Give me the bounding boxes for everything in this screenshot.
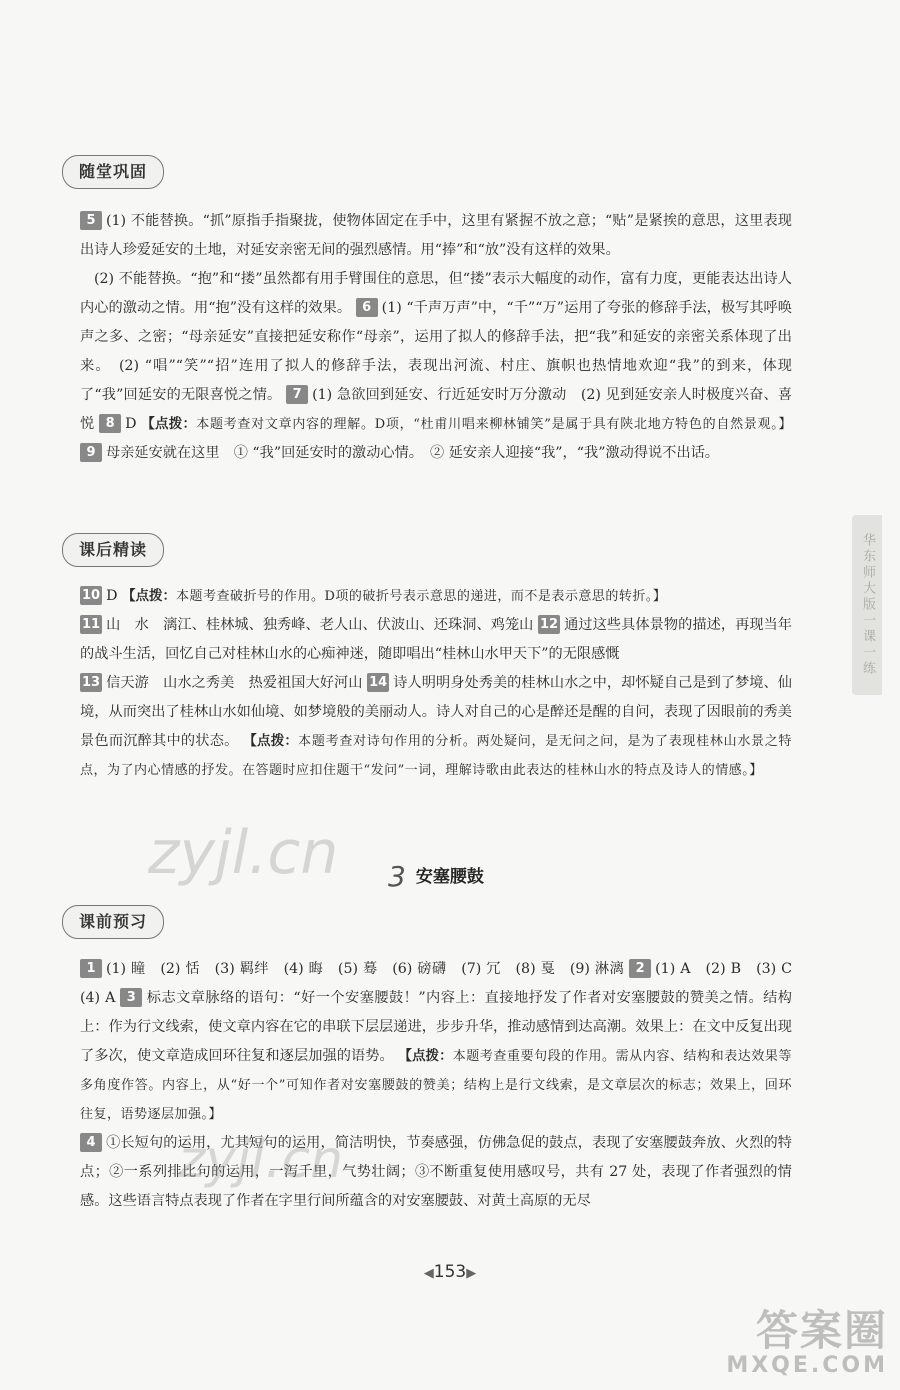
- site-watermark: zyjl.cn: [178, 1130, 344, 1190]
- triangle-left-icon: ◀: [423, 1266, 434, 1281]
- answer-text: 诗人明明身处秀美的桂林山水之中，却怀疑自己是到了梦境、仙境，从而突出了桂林山水如仙境、如梦境般的美丽动人。诗人对自己的心是醉还是醒的自问，表现了因眼前的秀美景色而沉醉其中的状态。: [80, 675, 792, 749]
- question-number: 1: [80, 959, 102, 978]
- question-number: 13: [82, 675, 101, 690]
- answers-block-1: [80, 207, 792, 468]
- answer-text: (1) 瞳 (2) 恬 (3) 羁绊 (4) 晦 (5) 蓦 (6) 磅礴 (7) 冗 (8) 戛 (9) 淋漓: [106, 961, 625, 977]
- tip-label: 【点拨：: [141, 416, 197, 432]
- section-title-preview: 课前预习: [62, 905, 164, 939]
- tip-text: 本题考查对文章内容的理解。D项，“杜甫川唱来柳林铺笑”是属于具有陕北地方特色的自然景观。】: [196, 417, 793, 432]
- answer-text: (1) “千声万声”中，“千”“万”运用了夸张的修辞手法，极写其呼唤声之多、之密；“母亲延安”直接把延安称作“母亲”，运用了拟人的修辞手法，把“我”和延安的亲密关系体现了出来。 (2) “唱”“笑”“招”连用了拟人的修辞手法，表现出河流、村庄、旗帜也热情地欢迎“我”的到来，体现了“我”回延安的无限喜悦之情。: [80, 300, 792, 403]
- question-number: 3: [120, 988, 142, 1007]
- tip-text: 本题考查重要句段的作用。需从内容、结构和表达效果等多角度作答。内容上，从“好一个”可知作者对安塞腰鼓的赞美；结构上是行文线索，是文章层次的标志；效果上，回环往复，语势逐层加强。】: [80, 1049, 792, 1122]
- answer-text: (2) 不能替换。“抱”和“搂”虽然都有用手臂围住的意思，但“搂”表示大幅度的动作，富有力度，更能表达出诗人内心的激动之情。用“抱”没有这样的效果。: [80, 271, 792, 316]
- answer-text: (1) 急欲回到延安、行近延安时万分激动 (2) 见到延安亲人时极度兴奋、喜悦: [80, 387, 793, 432]
- question-number: 11: [82, 617, 101, 632]
- answer-site-logo: [688, 1308, 888, 1378]
- series-side-tab: 华东师大版一课一练: [852, 515, 882, 695]
- answer-text: 母亲延安就在这里 ① “我”回延安时的激动心情。 ② 延安亲人迎接“我”，“我”激动得说不出话。: [106, 445, 719, 461]
- answer-text: 标志文章脉络的语句：“好一个安塞腰鼓！”内容上：直接地抒发了作者对安塞腰鼓的赞美之情。结构上：作为行文线索，使文章内容在它的串联下层层递进，步步升华，推动感情到达高潮。效果上：在文中反复出现了多次，使文章造成回环往复和逐层加强的语势。: [80, 990, 792, 1064]
- question-number: 5: [80, 211, 102, 230]
- site-watermark: zyjl.cn: [148, 818, 339, 888]
- answer-text: ①长短句的运用，尤其短句的运用，简洁明快，节奏感强，仿佛急促的鼓点，表现了安塞腰鼓奔放、火烈的特点；②一系列排比句的运用，一泻千里，气势壮阔；③不断重复使用感叹号，共有 27 处，表现了作者强烈的情感。这些语言特点表现了作者在字里行间所蕴含的对安塞腰鼓、对黄土高原的无尽: [80, 1135, 792, 1209]
- question-number: 9: [80, 443, 102, 462]
- question-number: 7: [286, 385, 308, 404]
- logo-main-text: 答案圈: [755, 1306, 888, 1355]
- page-number: [0, 1262, 900, 1282]
- answer-text: D: [106, 588, 118, 604]
- chapter-heading: [388, 860, 484, 893]
- tip-text: 本题考查对诗句作用的分析。两处疑问，是无问之问，是为了表现桂林山水景之特点，为了内心情感的抒发。在答题时应扣住题干“发问”一词，理解诗歌由此表达的桂林山水的特点及诗人的情感。】: [80, 734, 792, 778]
- question-number: 8: [99, 414, 121, 433]
- answer-text: D: [125, 416, 137, 432]
- tip-label: 【点拨：: [243, 733, 299, 749]
- chapter-number: 3: [388, 860, 406, 893]
- question-number: 2: [629, 959, 651, 978]
- tip-label: 【点拨：: [398, 1048, 453, 1064]
- logo-sub-text: MXQE.COM: [726, 1353, 888, 1378]
- section-title-consolidation: 随堂巩固: [62, 155, 164, 189]
- answer-text: 通过这些具体景物的描述，再现当年的战斗生活，回忆自己对桂林山水的心痴神迷，随即唱出“桂林山水甲天下”的无限感慨: [80, 617, 792, 662]
- chapter-title: 安塞腰鼓: [415, 867, 484, 887]
- page-number-value: 153: [433, 1262, 467, 1282]
- answers-block-2: [80, 582, 792, 785]
- question-number: 10: [82, 588, 101, 603]
- answer-text: 信天游 山水之秀美 热爱祖国大好河山: [106, 675, 363, 691]
- triangle-right-icon: ▶: [466, 1266, 477, 1281]
- answer-text: (1) 不能替换。“抓”原指手指聚拢，使物体固定在手中，这里有紧握不放之意；“贴”是紧挨的意思，这里表现出诗人珍爱延安的土地，对延安亲密无间的强烈感情。用“捧”和“放”没有这样的效果。: [80, 213, 792, 258]
- answer-text: 山 水 漓江、桂林城、独秀峰、老人山、伏波山、还珠洞、鸡笼山: [106, 617, 534, 633]
- question-number: 6: [356, 298, 378, 317]
- tip-label: 【点拨：: [121, 588, 176, 604]
- section-title-after-class-reading: 课后精读: [62, 533, 164, 567]
- question-number: 4: [80, 1133, 102, 1152]
- answer-text: (1) A (2) B (3) C (4) A: [80, 961, 807, 1006]
- tip-text: 本题考查破折号的作用。D项的破折号表示意思的递进，而不是表示意思的转折。】: [175, 589, 667, 604]
- question-number: 12: [540, 617, 559, 632]
- question-number: 14: [369, 675, 388, 690]
